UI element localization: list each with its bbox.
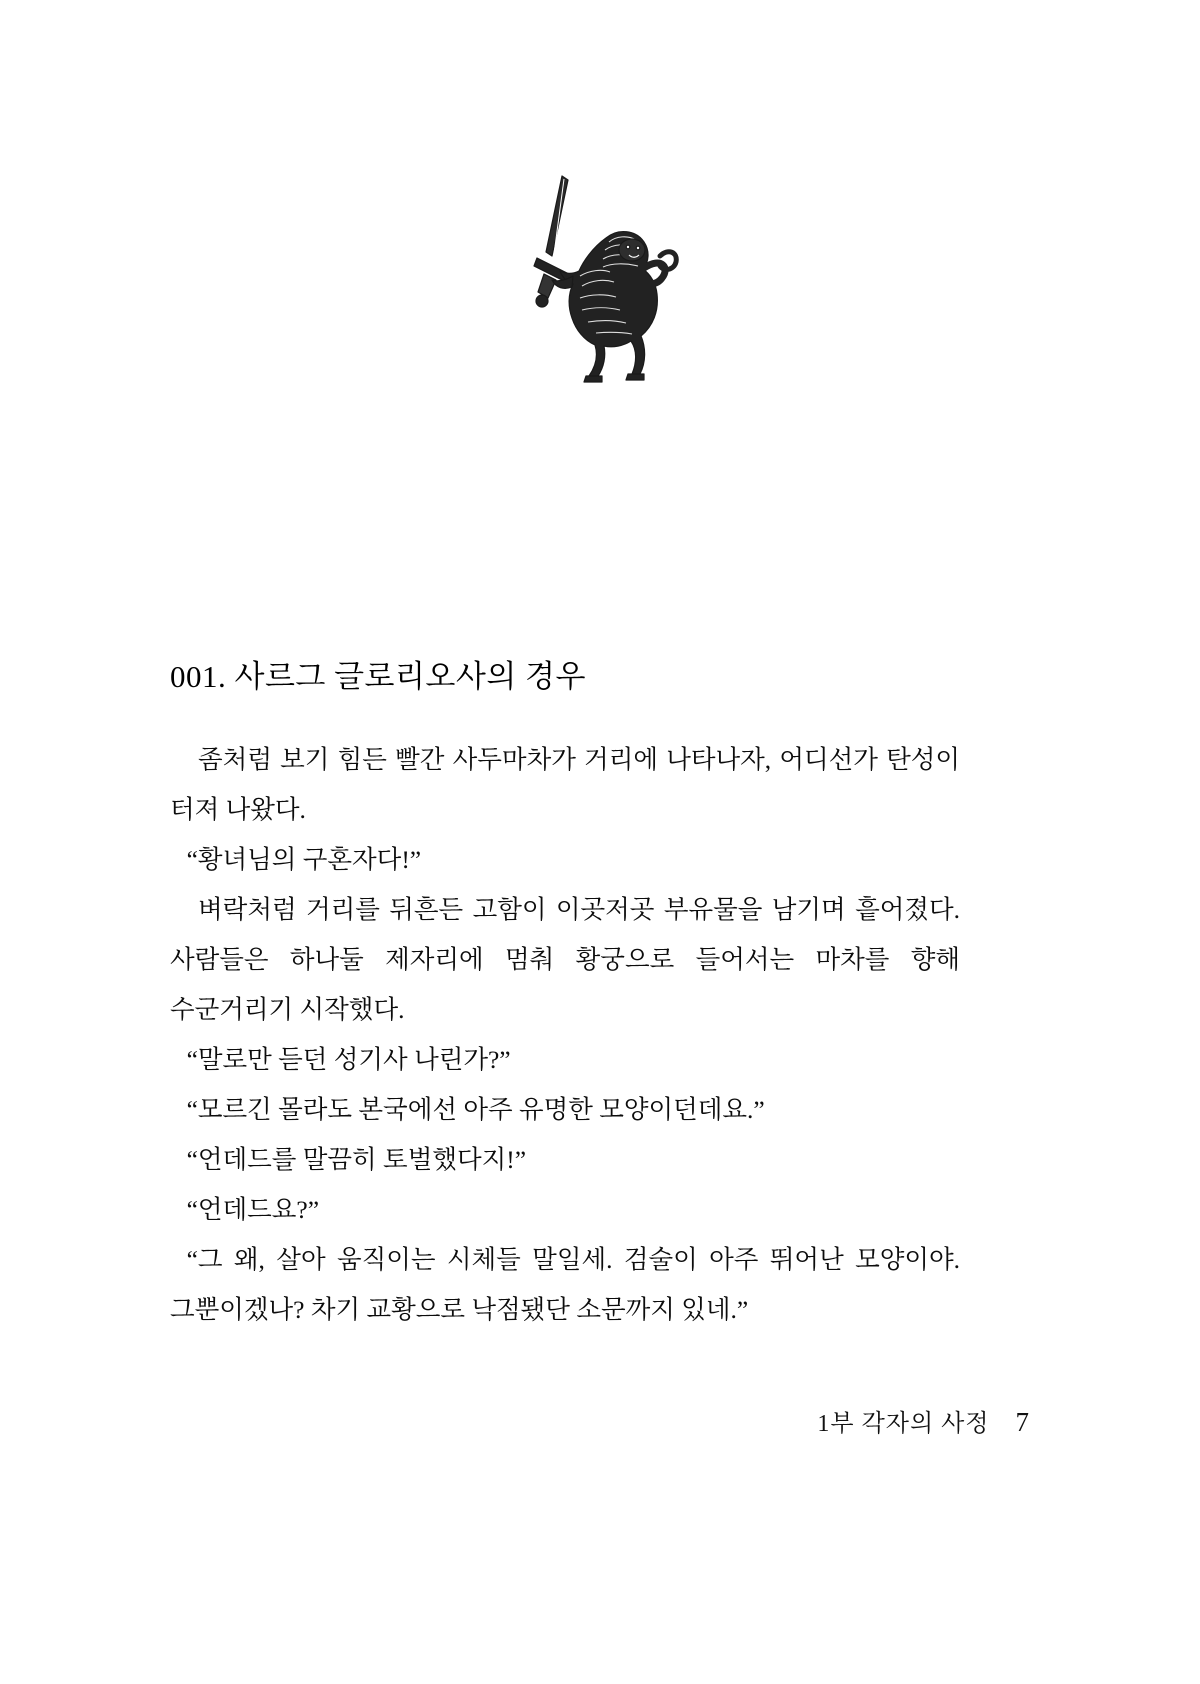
footer-part-label: 1부 각자의 사정	[817, 1411, 990, 1437]
paragraph: 벼락처럼 거리를 뒤흔든 고함이 이곳저곳 부유물을 남기며 흩어졌다. 사람들은 하나둘 제자리에 멈춰 황궁으로 들어서는 마차를 향해 수군거리기 시작했다.	[170, 895, 960, 1024]
page-footer	[817, 1403, 1030, 1438]
page-number: 7	[1015, 1407, 1030, 1437]
dialogue-line: “말로만 듣던 성기사 나린가?”	[186, 1045, 511, 1074]
paragraph: 좀처럼 보기 힘든 빨간 사두마차가 거리에 나타나자, 어디선가 탄성이 터져 나왔다.	[170, 745, 960, 824]
chapter-title: 001. 사르그 글로리오사의 경우	[170, 658, 586, 694]
body-text	[170, 735, 960, 1335]
dialogue-line: “언데드를 말끔히 토벌했다지!”	[186, 1145, 527, 1174]
dialogue-line: “모르긴 몰라도 본국에선 아주 유명한 모양이던데요.”	[186, 1095, 765, 1124]
dialogue-line: “그 왜, 살아 움직이는 시체들 말일세. 검술이 아주 뛰어난 모양이야. 그뿐이겠나? 차기 교황으로 낙점됐단 소문까지 있네.”	[170, 1245, 960, 1324]
ornament-container	[0, 170, 1200, 420]
dialogue-line: “언데드요?”	[186, 1195, 320, 1224]
dialogue-line: “황녀님의 구혼자다!”	[186, 845, 422, 874]
heraldic-lion-with-sword-icon	[510, 170, 690, 420]
